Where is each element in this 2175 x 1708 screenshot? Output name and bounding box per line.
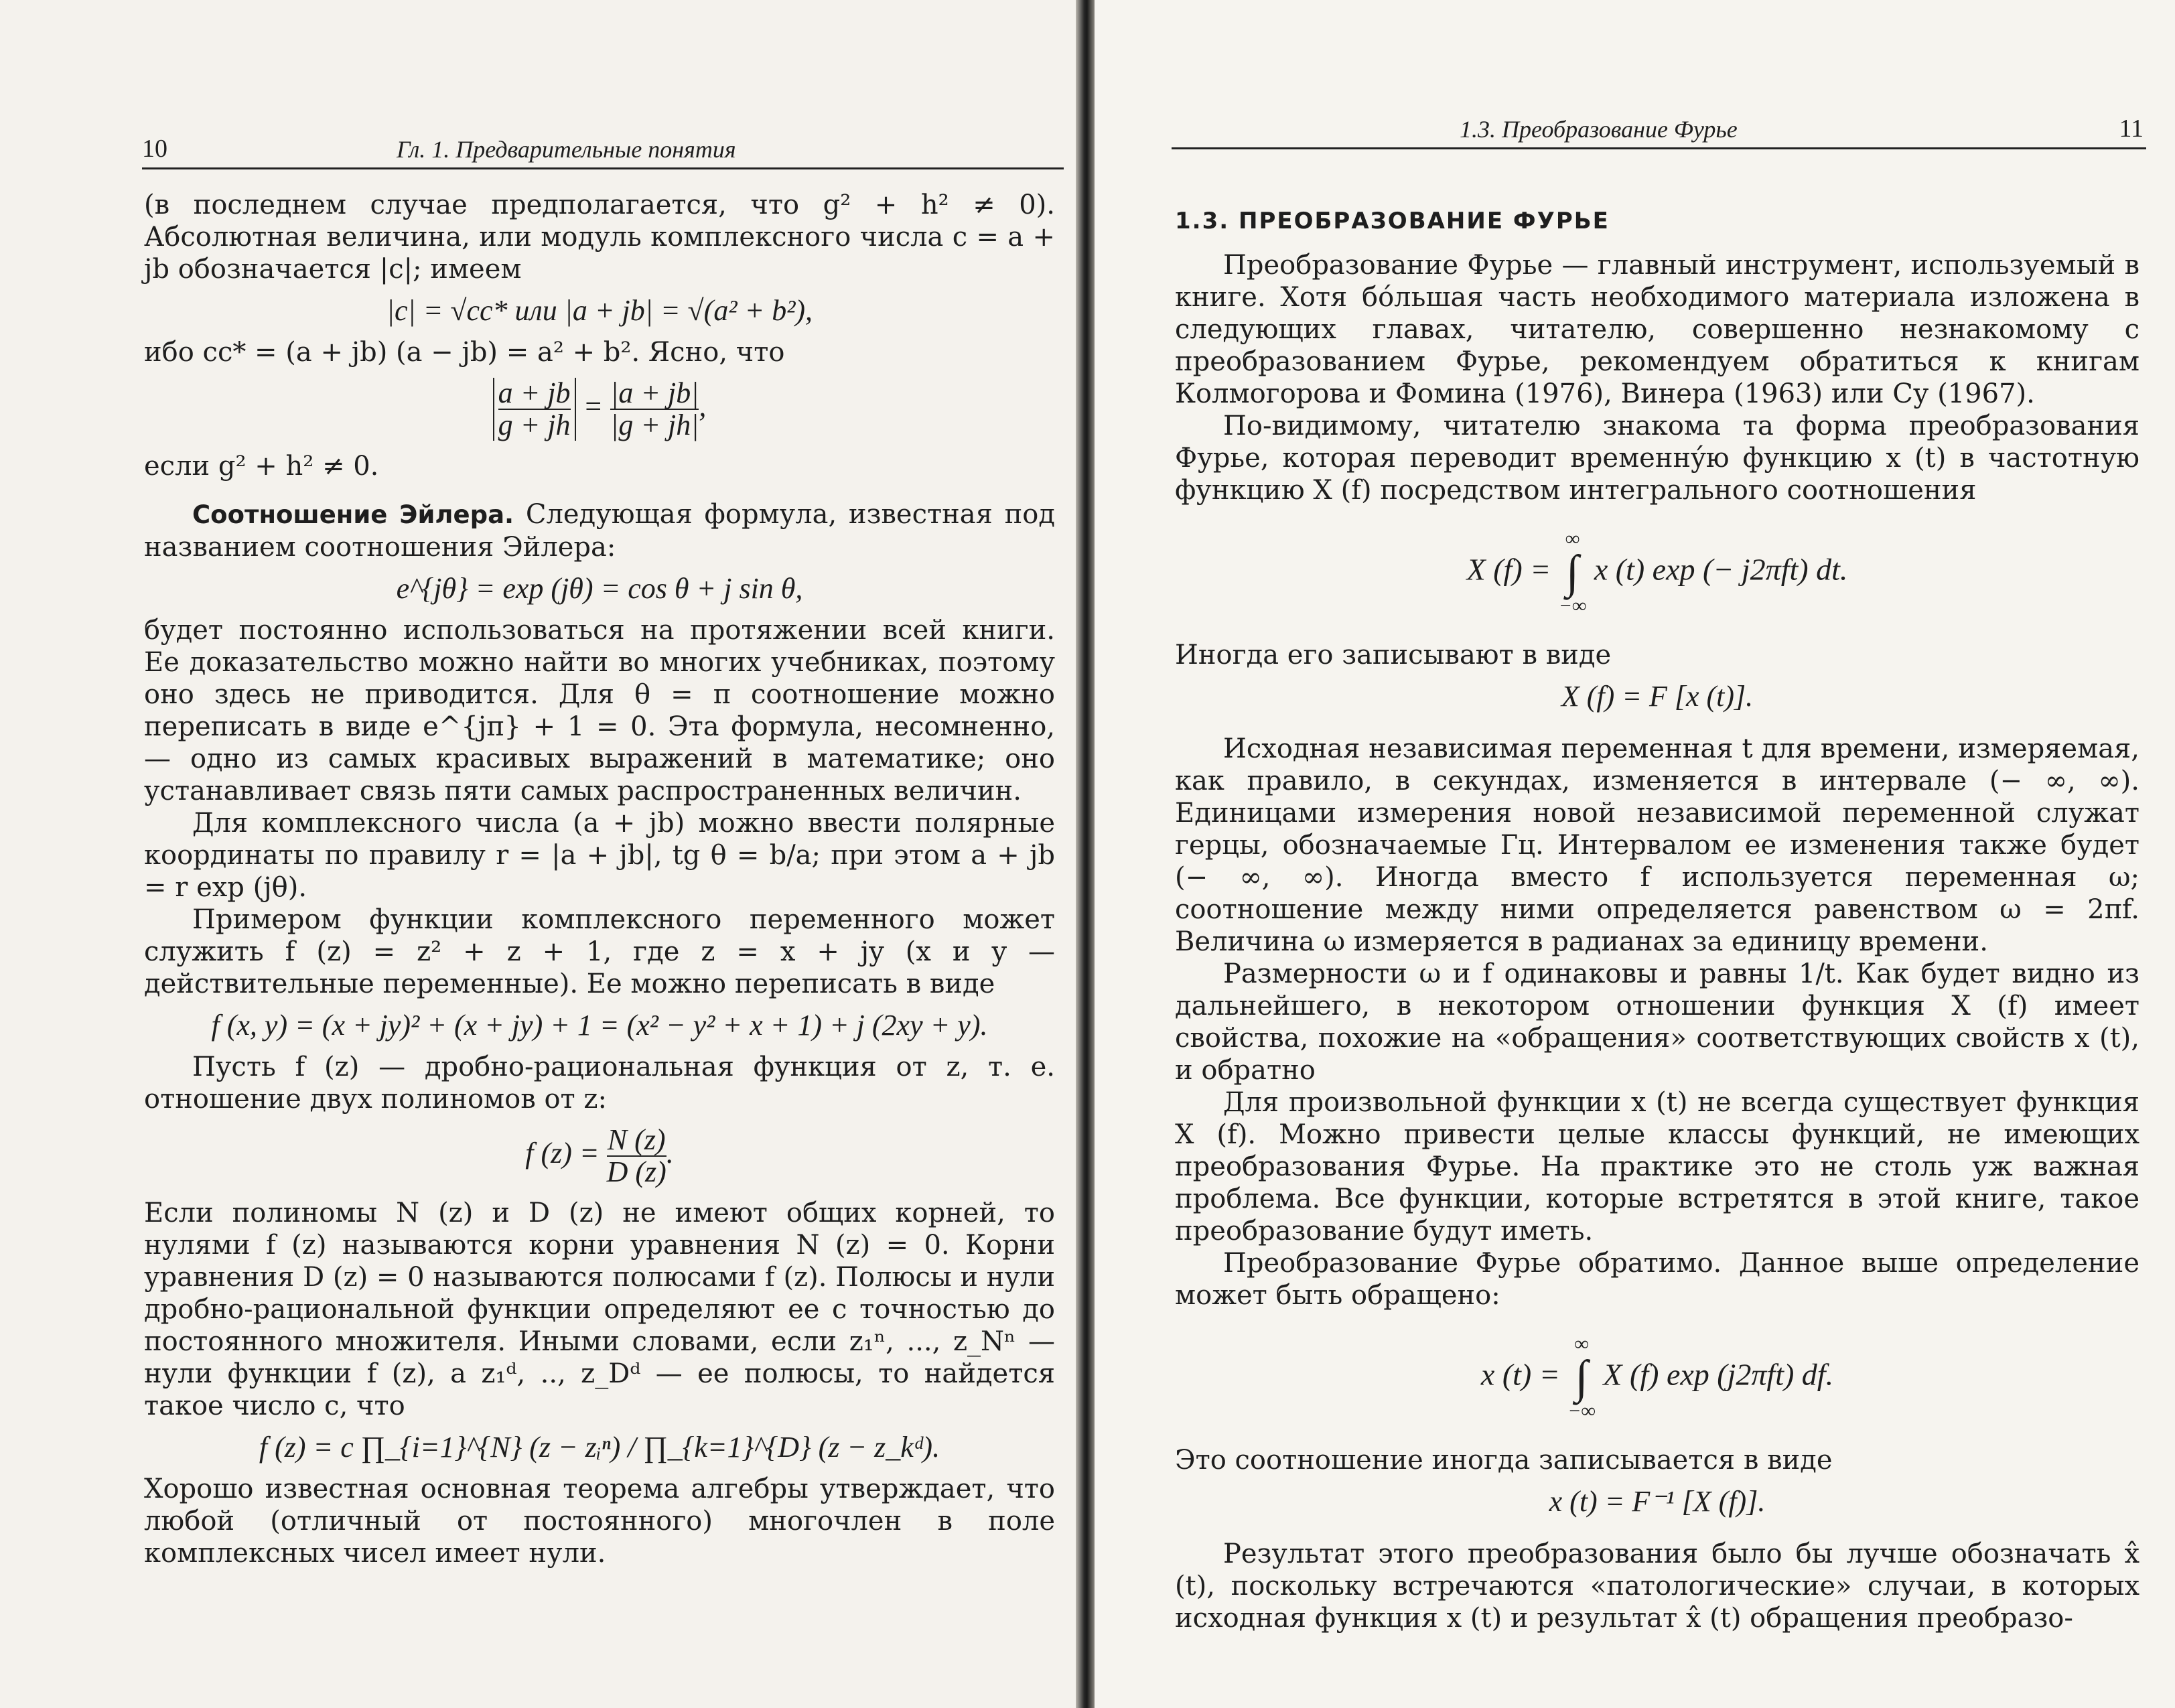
equation-inverse-fourier xyxy=(1175,1334,2139,1421)
paragraph: Это соотношение иногда записывается в виде xyxy=(1175,1445,1833,1476)
numerator: a + jb xyxy=(498,376,571,409)
equation-rhs: x (t) exp (− j2πft) dt. xyxy=(1594,552,1848,587)
equation-operator: X (f) = F [x (t)]. xyxy=(1561,680,1754,713)
euler-text: Следующая формула, известная под названием соотношения Эйлера: xyxy=(144,499,1055,563)
right-page xyxy=(1095,0,2175,1708)
book-gutter xyxy=(1076,0,1095,1708)
equation-rational: f (z) = $\frac{N (z)}{D (z)}$ . xyxy=(525,1123,674,1188)
equation-lhs: f (z) = xyxy=(525,1137,600,1170)
numerator: |a + jb| xyxy=(610,376,699,409)
paragraph: Результат этого преобразования было бы лучше обозначать x̂ (t), поскольку встречаются «патологические» случаи, в которых исходная функция x (t) и результат x̂ (t) обращения преобразо- xyxy=(1175,1539,2139,1634)
equation-polynomial: f (x, y) = (x + jy)² + (x + jy) + 1 = (x² − y² + x + 1) + j (2xy + y). xyxy=(211,1009,988,1042)
left-page-number: 10 xyxy=(142,135,167,163)
integral-lower-limit: −∞ xyxy=(1558,595,1587,617)
paragraph-euler xyxy=(144,498,1055,563)
paragraph: Для комплексного числа (a + jb) можно ввести полярные координаты по правилу r = |a + jb|, tg θ = b/a; при этом a + jb = r exp (jθ). xyxy=(144,808,1055,903)
euler-title: Соотношение Эйлера. xyxy=(192,500,514,529)
denominator: D (z) xyxy=(606,1155,666,1188)
fraction xyxy=(610,378,699,441)
left-running-header xyxy=(142,127,1064,169)
paragraph: если g² + h² ≠ 0. xyxy=(144,451,379,482)
integral-sign: ∞ ∫ −∞ xyxy=(1558,528,1587,617)
paragraph: Для произвольной функции x (t) не всегда существует функция X (f). Можно привести целые классы функций, не имеющих преобразования Фурье. На практике это не столь уж важная проблема. Все функции, которые встретятся в этой книге, такое преобразование будут иметь. xyxy=(1175,1087,2139,1247)
paragraph: Иногда его записывают в виде xyxy=(1175,640,1612,670)
denominator: |g + jh| xyxy=(610,409,699,441)
equation-lhs: x (t) = xyxy=(1480,1357,1560,1392)
right-page-number: 11 xyxy=(2119,115,2144,143)
paragraph: Преобразование Фурье обратимо. Данное выше определение может быть обращено: xyxy=(1175,1248,2139,1311)
paragraph: Хорошо известная основная теорема алгебры утверждает, что любой (отличный от постоянного) многочлен в поле комплексных чисел имеет нули. xyxy=(144,1474,1055,1569)
denominator: g + jh xyxy=(498,409,571,441)
equation-rhs: X (f) exp (j2πft) df. xyxy=(1603,1357,1834,1392)
integral-upper-limit: ∞ xyxy=(1565,528,1580,550)
paragraph: Если полиномы N (z) и D (z) не имеют общих корней, то нулями f (z) называются корни уравнения N (z) = 0. Корни уравнения D (z) = 0 называются полюсами f (z). Полюсы и нули дробно-рациональной функции определяют ее с точностью до постоянного множителя. Иными словами, если z₁ⁿ, ..., z_Nⁿ — нули функции f (z), а z₁ᵈ, .., z_Dᵈ — ее полюсы, то найдется такое число c, что xyxy=(144,1198,1055,1421)
right-running-title: 1.3. Преобразование Фурье xyxy=(1460,116,1738,143)
left-page xyxy=(0,0,1076,1708)
abs-bars xyxy=(493,378,576,441)
equation-modulus: |c| = √cc* или |a + jb| = √(a² + b²), xyxy=(386,294,813,327)
paragraph: Исходная независимая переменная t для времени, измеряемая, как правило, в секундах, изменяется в интервале (− ∞, ∞). Единицами измерения новой независимой переменной служат герцы, обозначаемые Гц. Интервалом ее изменения также будет (− ∞, ∞). Иногда вместо f используется переменная ω; соотношение между ними определяется равенством ω = 2πf. Величина ω измеряется в радианах за единицу времени. xyxy=(1175,733,2139,957)
paragraph: (в последнем случае предполагается, что g² + h² ≠ 0). Абсолютная величина, или модуль комплексного числа c = a + jb обозначается |c|; имеем xyxy=(144,190,1055,285)
paragraph: Размерности ω и f одинаковы и равны 1/t. Как будет видно из дальнейшего, в некотором отношении функция X (f) имеет свойства, похожие на «обращения» соответствующих свойств x (t), и обратно xyxy=(1175,958,2139,1086)
left-text-column xyxy=(144,189,1055,1569)
right-text-column xyxy=(1175,189,2139,1634)
equation-lhs: X (f) = xyxy=(1466,552,1551,587)
paragraph: ибо cc* = (a + jb) (a − jb) = a² + b². Ясно, что xyxy=(144,337,785,368)
fraction xyxy=(607,1125,666,1188)
paragraph: будет постоянно использоваться на протяжении всей книги. Ее доказательство можно найти во многих учебниках, поэтому оно здесь не приводится. Для θ = π соотношение можно переписать в виде e^{jπ} + 1 = 0. Эта формула, несомненно, — одно из самых красивых выражений в математике; оно устанавливает связь пяти самых распространенных величин. xyxy=(144,615,1055,806)
integral-lower-limit: −∞ xyxy=(1567,1400,1596,1422)
equation-product: f (z) = c ∏_{i=1}^{N} (z − zᵢⁿ) / ∏_{k=1}^{D} (z − z_kᵈ). xyxy=(259,1431,940,1464)
paragraph: Пусть f (z) — дробно-рациональная функция от z, т. е. отношение двух полиномов от z: xyxy=(144,1052,1055,1115)
numerator: N (z) xyxy=(607,1123,666,1156)
equation-euler: e^{jθ} = exp (jθ) = cos θ + j sin θ, xyxy=(396,572,803,605)
integral-sign: ∞ ∫ −∞ xyxy=(1567,1333,1596,1422)
right-running-header xyxy=(1172,107,2146,149)
left-running-title: Гл. 1. Предварительные понятия xyxy=(397,136,736,163)
equation-fraction-modulus: $\frac{a + jb}{g + jh}$ = $\frac{|a + jb|}{|g + jh|}$ , xyxy=(144,378,1055,441)
paragraph: Преобразование Фурье — главный инструмент, используемый в книге. Хотя бóльшая часть необходимого материала изложена в следующих главах, читателю, совершенно незнакомому с преобразованием Фурье, рекомендуем обратиться к книгам Колмогорова и Фомина (1976), Винера (1963) или Су (1967). xyxy=(1175,250,2139,409)
paragraph: По-видимому, читателю знакома та форма преобразования Фурье, которая переводит временнýю функцию x (t) в частотную функцию X (f) посредством интегрального соотношения xyxy=(1175,411,2139,506)
paragraph: Примером функции комплексного переменного может служить f (z) = z² + z + 1, где z = x + jy (x и y — действительные переменные). Ее можно переписать в виде xyxy=(144,904,1055,999)
integral-upper-limit: ∞ xyxy=(1574,1333,1589,1355)
section-heading: 1.3. ПРЕОБРАЗОВАНИЕ ФУРЬЕ xyxy=(1175,208,1610,234)
equation-fourier-transform xyxy=(1175,529,2139,616)
equation-inverse-operator: x (t) = F⁻¹ [X (f)]. xyxy=(1549,1485,1766,1518)
fraction xyxy=(498,378,571,441)
